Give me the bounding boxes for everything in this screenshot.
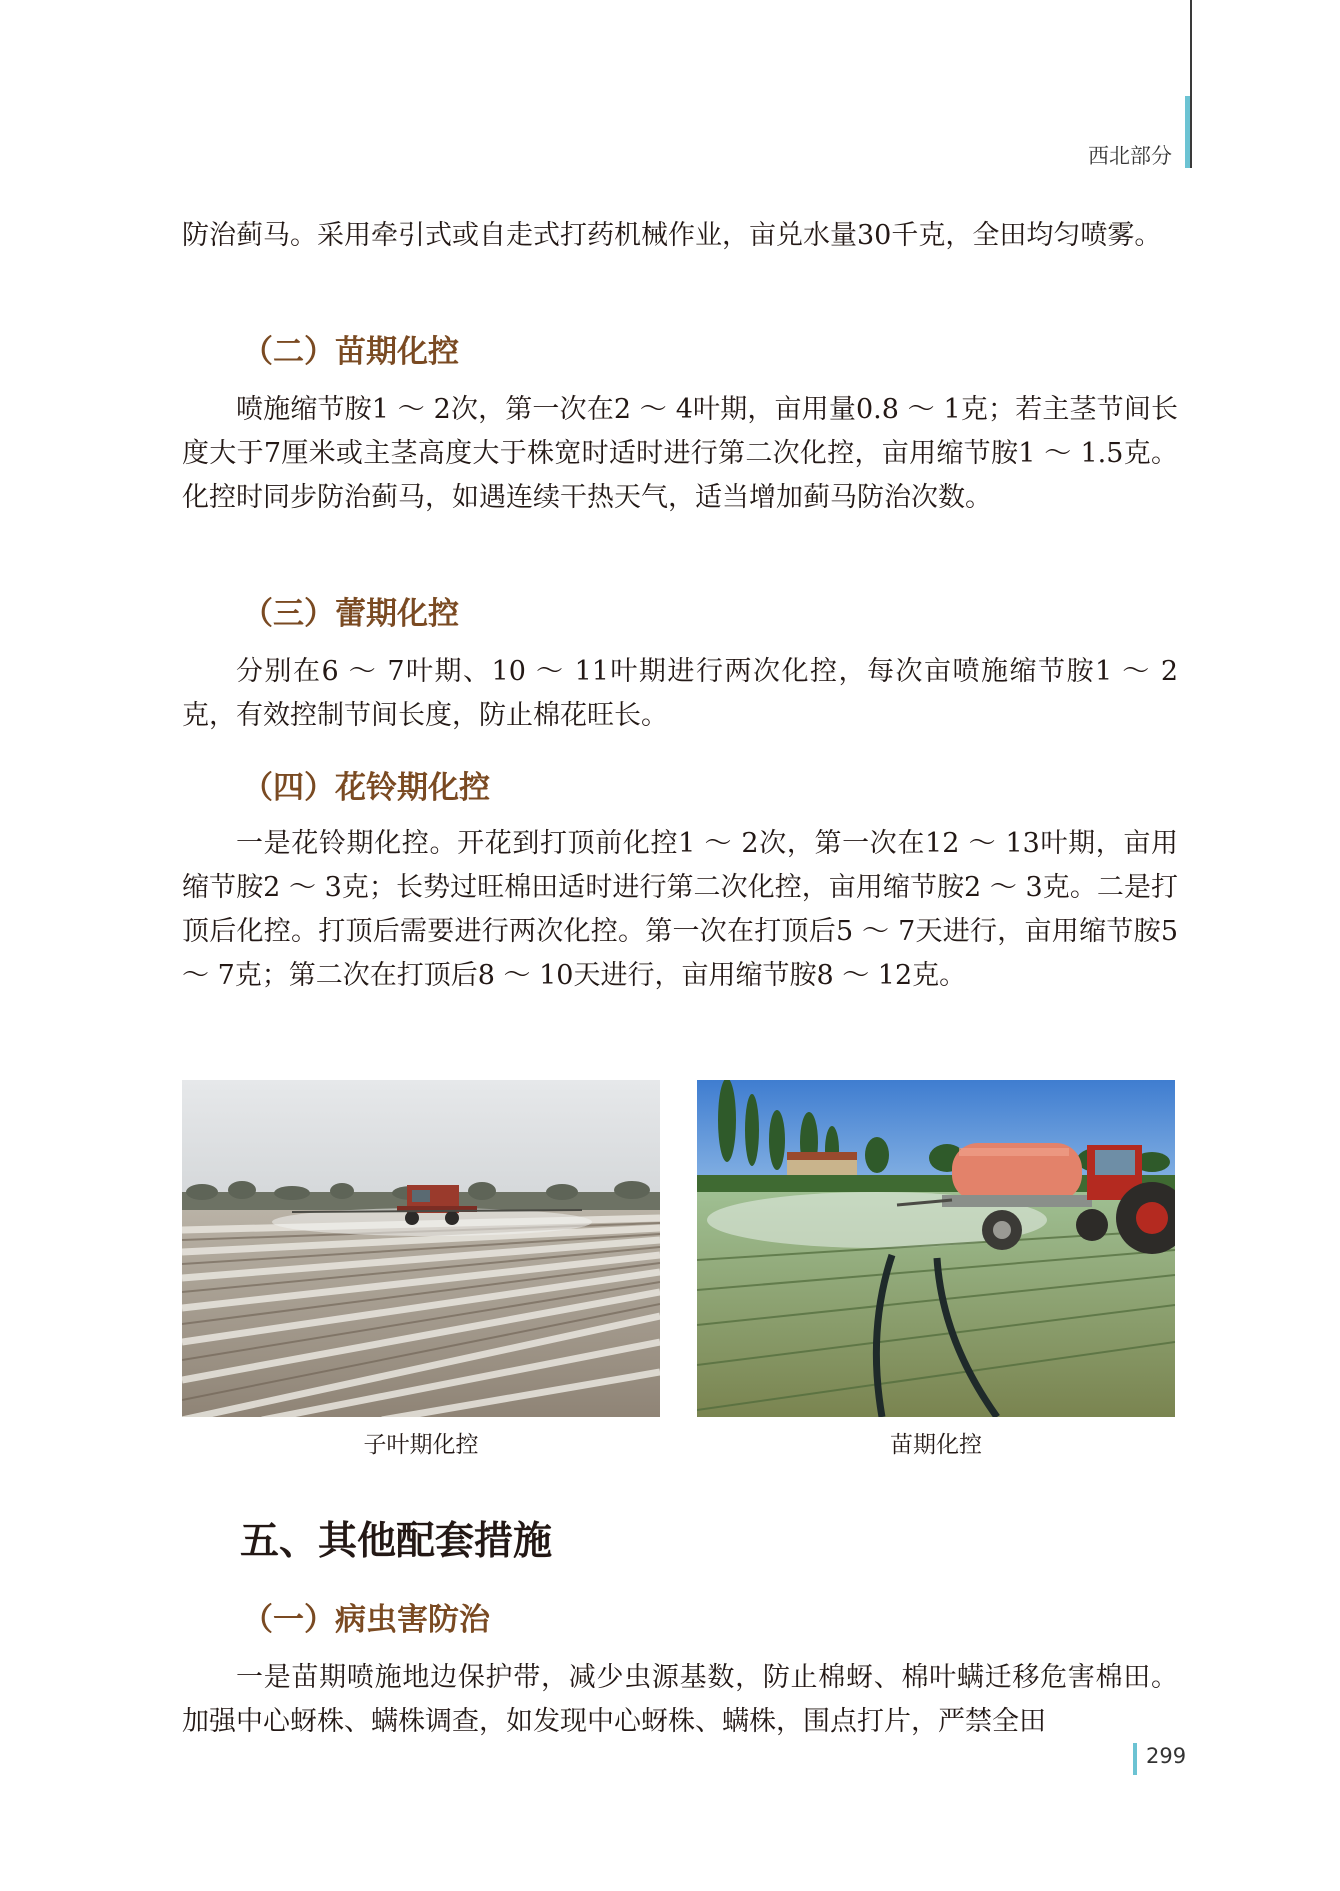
paragraph-pest: [182, 1656, 1178, 1744]
paragraph-text: 一是花铃期化控。开花到打顶前化控1 ～ 2次，第一次在12 ～ 13叶期，亩用缩节胺2 ～ 3克；长势过旺棉田适时进行第二次化控，亩用缩节胺2 ～ 3克。二是打顶后化控。打顶后需要进行两次化控。第一次在打顶后5 ～ 7天进行，亩用缩节胺5 ～ 7克；第二次在打顶后8 ～ 10天进行，亩用缩节胺8 ～ 12克。: [182, 828, 1178, 991]
page-number: 299: [1146, 1744, 1187, 1768]
caption-left: 子叶期化控: [363, 1432, 479, 1458]
paragraph-boll: [182, 822, 1178, 998]
heading-pest-control: （一）病虫害防治: [242, 1602, 490, 1638]
paragraph-text: 喷施缩节胺1 ～ 2次，第一次在2 ～ 4叶期，亩用量0.8 ～ 1克；若主茎节间长度大于7厘米或主茎高度大于株宽时适时进行第二次化控，亩用缩节胺1 ～ 1.5克。化控时同步防治蓟马，如遇连续干热天气，适当增加蓟马防治次数。: [182, 394, 1178, 513]
heading-other-measures: 五、其他配套措施: [240, 1519, 553, 1564]
header-vertical-rule: [1190, 0, 1192, 168]
photo-cotyledon-spraying: [182, 1080, 660, 1417]
running-header: 西北部分: [1088, 144, 1172, 168]
heading-boll-control: （四）花铃期化控: [242, 770, 490, 806]
photo-seedling-spraying: [697, 1080, 1175, 1417]
paragraph-text: 一是苗期喷施地边保护带，减少虫源基数，防止棉蚜、棉叶螨迁移危害棉田。加强中心蚜株、螨株调查，如发现中心蚜株、螨株，围点打片，严禁全田: [182, 1662, 1178, 1737]
caption-right: 苗期化控: [890, 1432, 982, 1458]
heading-seedling-control: （二）苗期化控: [242, 334, 459, 370]
header-accent-bar: [1185, 96, 1190, 168]
paragraph-text: 分别在6 ～ 7叶期、10 ～ 11叶期进行两次化控，每次亩喷施缩节胺1 ～ 2克，有效控制节间长度，防止棉花旺长。: [182, 656, 1178, 731]
footer-accent-bar: [1133, 1743, 1137, 1775]
paragraph-bud: [182, 650, 1178, 738]
paragraph-text: 防治蓟马。采用牵引式或自走式打药机械作业，亩兑水量30千克，全田均匀喷雾。: [182, 220, 1162, 251]
paragraph-seedling: [182, 388, 1178, 520]
paragraph-intro: [182, 214, 1178, 258]
heading-bud-control: （三）蕾期化控: [242, 596, 459, 632]
